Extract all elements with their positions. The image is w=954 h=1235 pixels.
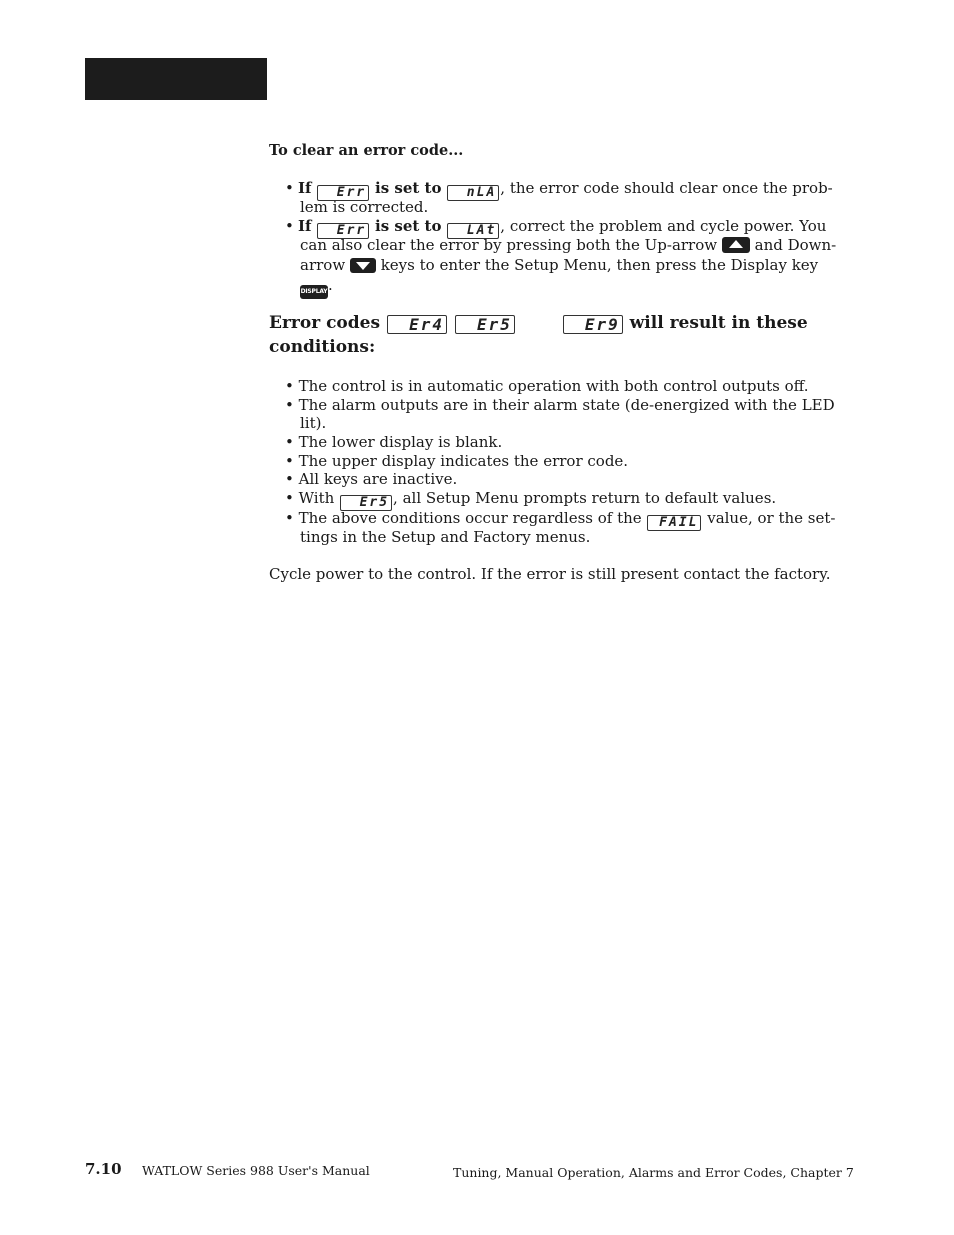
error-codes-heading-line2: conditions: xyxy=(269,337,376,357)
list-item-continuation: tings in the Setup and Factory menus. xyxy=(300,528,591,546)
list-item: • The alarm outputs are in their alarm state (de-energized with the LED xyxy=(285,396,835,414)
item-text: keys to enter the Setup Menu, then press the Display key xyxy=(380,256,819,274)
bullet: • xyxy=(285,179,294,197)
lcd-param: Err xyxy=(317,223,369,239)
list-item: • All keys are inactive. xyxy=(285,470,458,488)
up-arrow-key-icon xyxy=(722,237,750,253)
list-item: • The upper display indicates the error code. xyxy=(285,452,629,470)
if-label: If xyxy=(298,179,312,197)
lcd-code: Er4 xyxy=(387,315,447,334)
lcd-code: Er5 xyxy=(455,315,515,334)
list-item-continuation xyxy=(300,236,836,255)
list-item: • With Er5 , all Setup Menu prompts return to default values. xyxy=(285,489,777,510)
down-arrow-key-icon xyxy=(350,258,376,273)
item-text: , correct the problem and cycle power. You xyxy=(500,217,827,235)
is-set-to-label: is set to xyxy=(375,217,442,235)
item-text: With xyxy=(298,489,335,507)
item-text: All keys are inactive. xyxy=(298,470,458,488)
item-text: , the error code should clear once the prob- xyxy=(500,179,833,197)
header-bar xyxy=(85,58,267,100)
lcd-code: Er5 xyxy=(340,495,392,511)
error-codes-heading xyxy=(269,312,808,335)
footer-manual-title: WATLOW Series 988 User's Manual xyxy=(142,1163,370,1178)
list-item: • The lower display is blank. xyxy=(285,433,503,451)
item-text: The above conditions occur regardless of the xyxy=(298,509,642,527)
list-item-continuation xyxy=(300,276,333,299)
item-text: can also clear the error by pressing both the Up-arrow xyxy=(300,236,718,254)
list-item: • The control is in automatic operation with both control outputs off. xyxy=(285,377,809,395)
item-text: . xyxy=(328,276,333,294)
page-number: 7.10 xyxy=(85,1160,122,1178)
item-text: The upper display indicates the error code. xyxy=(298,452,629,470)
bullet: • xyxy=(285,217,294,235)
lcd-code: Er9 xyxy=(563,315,623,334)
heading-text: Error codes xyxy=(269,313,381,333)
if-label: If xyxy=(298,217,312,235)
list-item: • The above conditions occur regardless of the FAIL value, or the set- xyxy=(285,509,836,530)
list-item-continuation xyxy=(300,256,818,275)
item-text: The alarm outputs are in their alarm state (de-energized with the LED xyxy=(298,396,835,414)
section-heading: To clear an error code... xyxy=(269,142,464,159)
lcd-value: LAt xyxy=(447,223,499,239)
closing-paragraph: Cycle power to the control. If the error is still present contact the factory. xyxy=(269,565,831,583)
is-set-to-label: is set to xyxy=(375,179,442,197)
item-text: and Down- xyxy=(754,236,837,254)
display-key-icon: DISPLAY xyxy=(300,285,328,299)
lcd-param: Err xyxy=(317,185,369,201)
item-text: value, or the set- xyxy=(707,509,836,527)
footer-chapter-title: Tuning, Manual Operation, Alarms and Error Codes, Chapter 7 xyxy=(453,1165,854,1180)
list-item-continuation: lem is corrected. xyxy=(300,198,429,216)
item-text: The lower display is blank. xyxy=(298,433,503,451)
lcd-value: nLA xyxy=(447,185,499,201)
heading-text: will result in these xyxy=(629,313,808,333)
item-text: , all Setup Menu prompts return to default values. xyxy=(393,489,777,507)
item-text: The control is in automatic operation with both control outputs off. xyxy=(298,377,809,395)
list-item-continuation: lit). xyxy=(300,414,327,432)
lcd-code: FAIL xyxy=(647,515,701,531)
item-text: arrow xyxy=(300,256,346,274)
